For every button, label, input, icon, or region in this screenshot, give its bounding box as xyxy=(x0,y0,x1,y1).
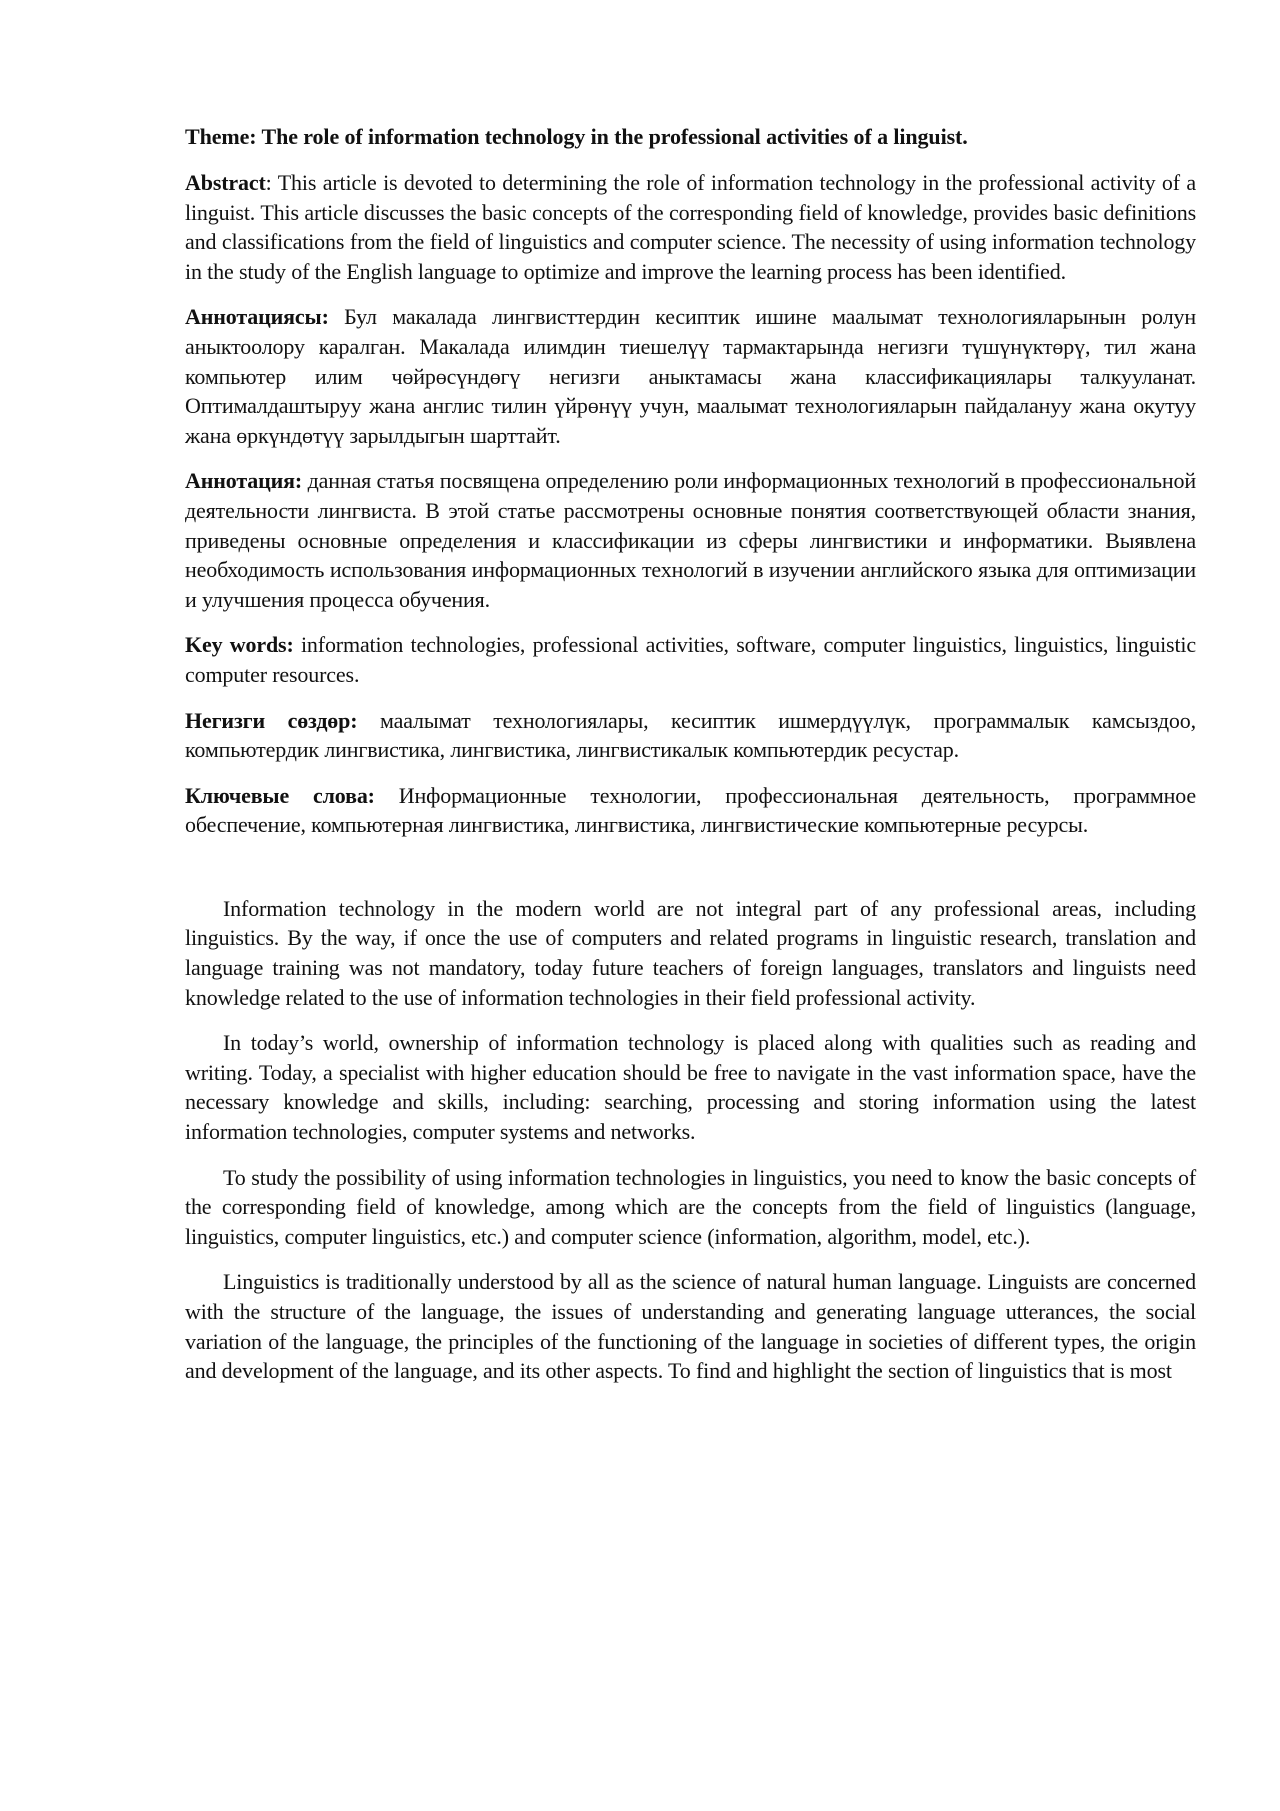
keywords-english-text: information technologies, professional activities, software, computer linguistics, linguistics, linguistic computer resources. xyxy=(185,632,1196,687)
keywords-russian-text: Информационные технологии, профессиональная деятельность, программное обеспечение, компьютерная лингвистика, лингвистика, лингвистические компьютерные ресурсы. xyxy=(185,782,1196,838)
abstract-english-text: This article is devoted to determining the role of information technology in the professional activity of a linguist. This article discusses the basic concepts of the corresponding field of knowledge, provides basic definitions and classifications from the field of linguistics and computer science. The necessity of using information technology in the study of the English language to optimize and improve the learning process has been identified. xyxy=(185,170,1196,284)
abstract-english xyxy=(185,168,1196,286)
keywords-english-label: Key words: xyxy=(185,632,294,658)
keywords-kyrgyz xyxy=(185,706,1196,765)
abstract-english-label: Abstract xyxy=(185,170,266,195)
body-paragraph: In today’s world, ownership of information technology is placed along with qualities such as reading and writing. Today, a specialist with higher education should be free to navigate in the vast information space, have the necessary knowledge and skills, including: searching, processing and storing information using the latest information technologies, computer systems and networks. xyxy=(185,1030,1196,1145)
document-page xyxy=(185,122,1196,1402)
abstract-russian xyxy=(185,466,1196,614)
keywords-kyrgyz-text: маалымат технологиялары, кесиптик ишмердүүлүк, программалык камсыздоо, компьютердик лингвистика, лингвистика, лингвистикалык компьютердик ресустар. xyxy=(185,707,1196,763)
keywords-russian-label: Ключевые слова: xyxy=(185,782,375,808)
abstract-kyrgyz-text: Бул макалада лингвисттердин кесиптик ишине маалымат технологияларынын ролун аныктоолору каралган. Макалада илимдин тиешелүү тармактарында негизги түшүнүктөрү, тил жана компьютер илим чөйрөсүндөгү негизги аныктамасы жана классификациялары талкууланат. Оптималдаштыруу жана англис тилин үйрөнүү учун, маалымат технологияларын пайдалануу жана окутуу жана өркүндөтүү зарылдыгын шарттайт. xyxy=(185,304,1196,448)
keywords-russian xyxy=(185,781,1196,840)
abstract-kyrgyz-label: Аннотациясы: xyxy=(185,304,329,330)
theme-title: Theme: The role of information technology in the professional activities of a linguist. xyxy=(185,124,968,149)
abstract-kyrgyz xyxy=(185,302,1196,450)
abstract-russian-label: Аннотация: xyxy=(185,468,303,494)
abstract-english-sep: : xyxy=(265,170,278,195)
keywords-kyrgyz-label: Негизги сөздөр: xyxy=(185,707,358,733)
abstract-russian-text: данная статья посвящена определению роли информационных технологий в профессиональной деятельности лингвиста. В этой статье рассмотрены основные понятия соответствующей области знания, приведены основные определения и классификации из сферы лингвистики и информатики. Выявлена необходимость использования информационных технологий в изучении английского языка для оптимизации и улучшения процесса обучения. xyxy=(185,468,1196,612)
section-spacer xyxy=(185,856,1196,894)
body-paragraph: Information technology in the modern world are not integral part of any professional areas, including linguistics. By the way, if once the use of computers and related programs in linguistic research, translation and language training was not mandatory, today future teachers of foreign languages, translators and linguists need knowledge related to the use of information technologies in their field professional activity. xyxy=(185,895,1196,1010)
keywords-english xyxy=(185,630,1196,689)
body-paragraph: To study the possibility of using information technologies in linguistics, you need to know the basic concepts of the corresponding field of knowledge, among which are the concepts from the field of linguistics (language, linguistics, computer linguistics, etc.) and computer science (information, algorithm, model, etc.). xyxy=(185,1164,1196,1249)
body-paragraph: Linguistics is traditionally understood by all as the science of natural human language. Linguists are concerned with the structure of the language, the issues of understanding and generating language utterances, the social variation of the language, the principles of the functioning of the language in societies of different types, the origin and development of the language, and its other aspects. To find and highlight the section of linguistics that is most xyxy=(185,1269,1196,1384)
